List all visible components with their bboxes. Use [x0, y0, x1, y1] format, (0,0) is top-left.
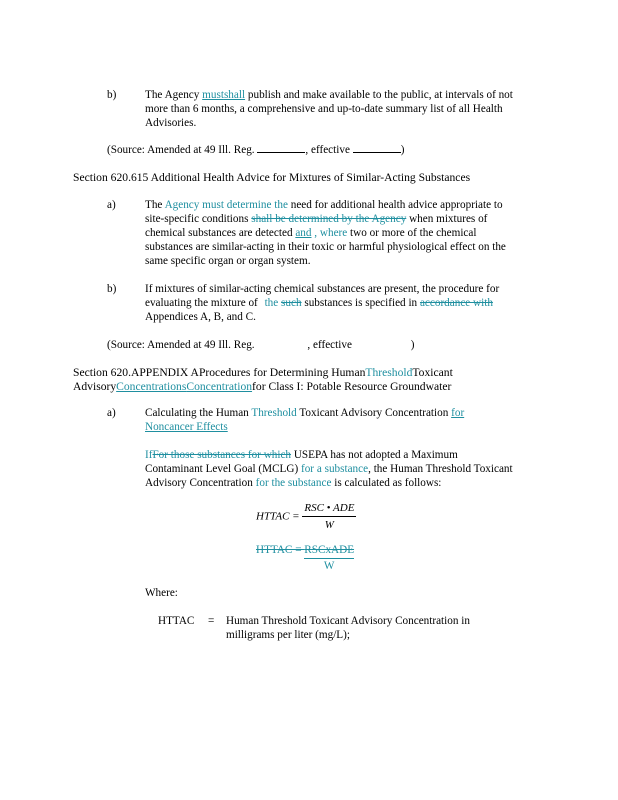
source-note: (Source: Amended at 49 Ill. Reg. , effective ): [107, 144, 405, 156]
equation-fraction: $\frac{\text{RSC • ADE}}{W}$: [304, 502, 355, 531]
definition-term: HTTAC: [158, 615, 195, 627]
paragraph-line: Calculating the Human Threshold Toxicant Advisory Concentration for: [145, 407, 465, 419]
source-note: (Source: Amended at 49 Ill. Reg. , effective ): [107, 339, 415, 351]
definition-text: milligrams per liter (mg/L);: [226, 629, 350, 641]
appendix-heading: AdvisoryConcentrationsConcentrationfor Class I: Potable Resource Groundwater: [73, 380, 452, 393]
where-label: Where:: [145, 587, 178, 599]
paragraph-line: If mixtures of similar-acting chemical substances are present, the procedure for: [145, 283, 500, 295]
paragraph-line: Noncancer Effects: [145, 421, 228, 433]
paragraph-line: chemical substances are detected and , where two or more of the chemical: [145, 227, 477, 239]
paragraph-line: Advisories.: [145, 117, 197, 129]
deleted-equation: HTTAC = $\frac{\text{RSCxADE}}{W}$: [256, 544, 355, 572]
item-label-a: a): [107, 407, 116, 419]
paragraph-line: IfFor those substances for which USEPA has not adopted a Maximum: [145, 449, 458, 461]
definition-equals: =: [208, 615, 215, 627]
paragraph-line: The Agency mustshall publish and make available to the public, at intervals of not: [145, 89, 513, 101]
paragraph-line: Contaminant Level Goal (MCLG) for a substance, the Human Threshold Toxicant: [145, 463, 513, 475]
httac-equation: HTTAC = $\frac{\text{RSC • ADE}}{W}$: [256, 502, 355, 531]
appendix-heading: Section 620.APPENDIX AProcedures for Determining HumanThresholdToxicant: [73, 366, 453, 379]
paragraph-line: Appendices A, B, and C.: [145, 311, 256, 323]
paragraph-line: The Agency must determine the need for additional health advice appropriate to: [145, 199, 503, 211]
paragraph-line: more than 6 months, a comprehensive and up-to-date summary list of all Health: [145, 103, 503, 115]
item-label-a: a): [107, 199, 116, 211]
paragraph-line: Advisory Concentration for the substance is calculated as follows:: [145, 477, 442, 489]
item-label-b: b): [107, 89, 117, 101]
section-heading: Section 620.615 Additional Health Advice for Mixtures of Similar-Acting Substances: [73, 171, 471, 184]
paragraph-line: substances are similar-acting in their toxic or harmful physiological effect on the: [145, 241, 506, 253]
item-label-b: b): [107, 283, 117, 295]
definition-text: Human Threshold Toxicant Advisory Concentration in: [226, 615, 470, 627]
paragraph-line: same specific organ or organ system.: [145, 255, 311, 267]
paragraph-line: evaluating the mixture of the such substances is specified in accordance with: [145, 297, 493, 309]
paragraph-line: site-specific conditions shall be determined by the Agency when mixtures of: [145, 213, 488, 225]
